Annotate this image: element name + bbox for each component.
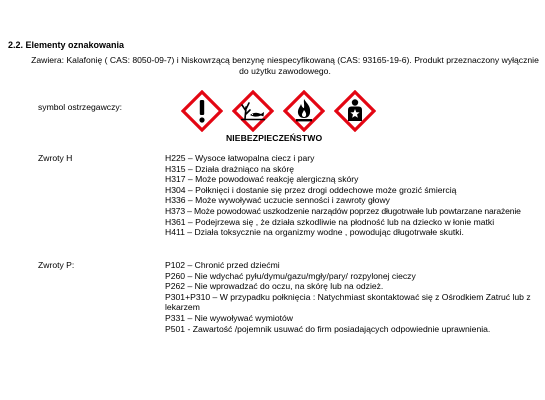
h-statement: H225 – Wysoce łatwopalna ciecz i pary (165, 153, 315, 163)
p-statement: P301+P310 – W przypadku połknięcia : Natychmiast skontaktować się z Ośrodkiem Zatruć lub z lekarzem (165, 291, 531, 313)
symbol-label: symbol ostrzegawczy: (38, 102, 123, 112)
p-statements-list (165, 260, 540, 334)
p-statements-label: Zwroty P: (38, 260, 75, 270)
h-statement: H373 – Może powodować uszkodzenie narządów poprzez długotrwałe lub powtarzane narażenie (165, 205, 521, 216)
p-statement: P331 – Nie wywoływać wymiotów (165, 312, 293, 323)
p-statement: P501 - Zawartość /pojemnik usuwać do firm posiadających odpowiednie uprawnienia. (165, 323, 491, 334)
h-statement: H361 – Podejrzewa się , że działa szkodliwie na płodność lub na dziecko w łonie matki (165, 216, 495, 227)
contains-line-1: Zawiera: Kalafonię ( CAS: 8050-09-7) i Niskowrzącą benzynę niespecyfikowaną (CAS: 93165-19-6). Produkt przeznaczony wyłącznie (31, 55, 539, 65)
signal-word: NIEBEZPIECZEŃSTWO (226, 133, 323, 143)
contains-statement (30, 55, 540, 77)
hazard-pictograms (181, 90, 376, 132)
h-statements-label: Zwroty H (38, 153, 73, 163)
h-statement: H411 – Działa toksycznie na organizmy wodne , powodując długotrwałe skutki. (165, 227, 464, 238)
p-statement: P262 – Nie wprowadzać do oczu, na skórę lub na odzież. (165, 281, 384, 292)
health-hazard-icon (334, 90, 376, 132)
contains-line-2: do użytku zawodowego. (239, 66, 331, 76)
p-statement: P102 – Chronić przed dziećmi (165, 260, 280, 270)
h-statement: H315 – Działa drażniąco na skórę (165, 163, 294, 174)
p-statement: P260 – Nie wdychać pyłu/dymu/gazu/mgły/pary/ rozpylonej cieczy (165, 270, 416, 281)
section-heading: 2.2. Elementy oznakowania (8, 40, 125, 50)
h-statement: H304 – Połknięci i dostanie się przez drogi oddechowe może grozić śmiercią (165, 184, 457, 195)
h-statement: H317 – Może powodować reakcję alergiczną skóry (165, 174, 359, 185)
environment-hazard-icon (232, 90, 274, 132)
exclamation-mark-icon (181, 90, 223, 132)
h-statements-list (165, 153, 540, 238)
flame-icon (283, 90, 325, 132)
h-statement: H336 – Może wywoływać uczucie senności i zawroty głowy (165, 195, 390, 206)
